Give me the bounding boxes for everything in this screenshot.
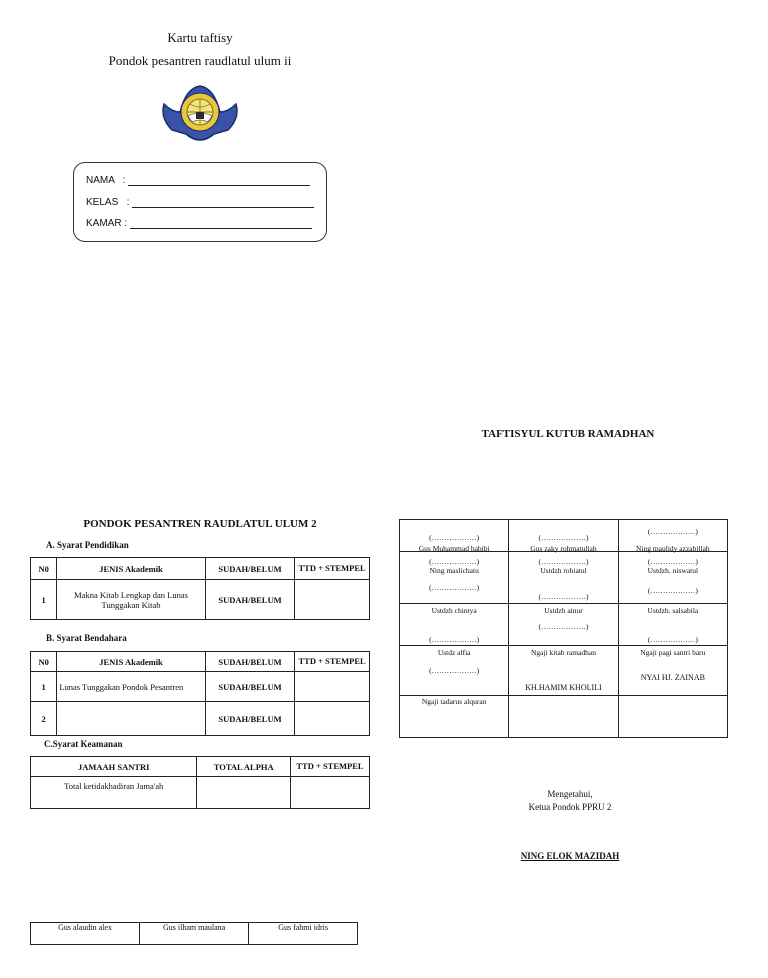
- kamar-field[interactable]: [130, 218, 312, 229]
- nama-row: [86, 175, 310, 186]
- dots-placeholder: (………………): [429, 666, 480, 675]
- dots-placeholder: (………………): [538, 557, 589, 566]
- row-jenis: [57, 702, 205, 736]
- grid-signer: NYAI HJ. ZAINAB: [640, 673, 705, 682]
- dots-placeholder: (………………): [538, 622, 589, 631]
- grid-cell[interactable]: [509, 604, 618, 646]
- grid-cell[interactable]: [618, 552, 727, 604]
- col-ttd: TTD + STEMPEL: [290, 757, 369, 777]
- row-no: 2: [31, 702, 57, 736]
- grid-cell[interactable]: [618, 604, 727, 646]
- row-jenis: Lunas Tunggakan Pondok Pesantren: [57, 672, 205, 702]
- row-status[interactable]: SUDAH/BELUM: [205, 580, 294, 620]
- name-cell: Gus ilham maulana: [140, 923, 249, 945]
- table-row: [31, 702, 370, 736]
- col-status: SUDAH/BELUM: [205, 558, 294, 580]
- table-row: [31, 672, 370, 702]
- card-subtitle: Pondok pesantren raudlatul ulum ii: [108, 53, 292, 68]
- grid-name: Ustdzh robiatul: [540, 566, 587, 575]
- signature-grid: [399, 519, 728, 738]
- row-alpha[interactable]: [197, 777, 291, 809]
- grid-name: Ustdz alfia: [437, 648, 471, 657]
- grid-name: Ustdzh. niswatul: [647, 566, 699, 575]
- grid-cell[interactable]: [509, 696, 618, 738]
- grid-cell[interactable]: [618, 696, 727, 738]
- taftisyul-title: TAFTISYUL KUTUB RAMADHAN: [481, 428, 655, 440]
- section-c-table: [30, 756, 370, 809]
- dots-placeholder: (………………): [429, 557, 480, 566]
- dots-placeholder: (………………): [647, 586, 698, 595]
- grid-cell[interactable]: [509, 646, 618, 696]
- dots-placeholder: (………………): [647, 527, 698, 536]
- grid-name: Ustdzh chintya: [431, 606, 477, 615]
- grid-cell[interactable]: [509, 552, 618, 604]
- nama-field[interactable]: [128, 175, 310, 186]
- signer-name: NING ELOK MAZIDAH: [520, 851, 620, 861]
- section-a-table: [30, 557, 370, 620]
- col-jamaah: JAMAAH SANTRI: [31, 757, 197, 777]
- dots-placeholder: (………………): [538, 533, 589, 542]
- col-ttd: TTD + STEMPEL: [295, 652, 370, 672]
- kamar-label: KAMAR :: [86, 218, 130, 229]
- row-status[interactable]: SUDAH/BELUM: [205, 702, 294, 736]
- kamar-row: [86, 218, 312, 229]
- grid-name: Ngaji tadarus alquran: [421, 697, 487, 706]
- pesantren-logo-icon: [158, 82, 242, 148]
- col-ttd: TTD + STEMPEL: [295, 558, 370, 580]
- row-no: 1: [31, 580, 57, 620]
- row-ttd[interactable]: [290, 777, 369, 809]
- grid-name: Ustdzh. salsabila: [647, 606, 699, 615]
- col-status: SUDAH/BELUM: [205, 652, 294, 672]
- dots-placeholder: (………………): [538, 592, 589, 601]
- identity-box: [73, 162, 327, 242]
- grid-name: Ustdzh ainur: [544, 606, 583, 615]
- table-row: [31, 580, 370, 620]
- col-jenis: JENIS Akademik: [57, 558, 205, 580]
- grid-name: Ning maulidy azzabillah: [635, 544, 710, 553]
- grid-cell[interactable]: [400, 696, 509, 738]
- grid-name: Ngaji pagi santri baru: [640, 648, 706, 657]
- nama-label: NAMA :: [86, 175, 129, 186]
- col-jenis: JENIS Akademik: [57, 652, 205, 672]
- section-b-table: [30, 651, 370, 736]
- grid-signer: KH.HAMIM KHOLILI: [525, 683, 602, 692]
- card-title: Kartu taftisy: [167, 30, 233, 45]
- dots-placeholder: (………………): [429, 533, 480, 542]
- pondok-heading: PONDOK PESANTREN RAUDLATUL ULUM 2: [83, 518, 317, 530]
- row-ttd[interactable]: [295, 702, 370, 736]
- table-row: [31, 777, 370, 809]
- kelas-label: KELAS :: [86, 197, 133, 208]
- bottom-names-table: [30, 922, 358, 945]
- row-ttd[interactable]: [295, 672, 370, 702]
- section-c-title: C.Syarat Keamanan: [44, 739, 123, 749]
- row-ttd[interactable]: [295, 580, 370, 620]
- grid-name: Gus Muhammad habibi: [418, 544, 490, 553]
- name-cell: Gus alaudin alex: [31, 923, 140, 945]
- col-no: N0: [31, 652, 57, 672]
- kelas-row: [86, 197, 314, 208]
- grid-cell[interactable]: [400, 604, 509, 646]
- grid-cell[interactable]: [400, 646, 509, 696]
- row-jenis: Makna Kitab Lengkap dan Lunas Tunggakan Kitab: [57, 580, 205, 620]
- ketua-label: Ketua Pondok PPRU 2: [528, 802, 612, 812]
- dots-placeholder: (………………): [429, 583, 480, 592]
- grid-cell[interactable]: [400, 520, 509, 552]
- section-a-title: A. Syarat Pendidikan: [46, 540, 129, 550]
- dots-placeholder: (………………): [647, 557, 698, 566]
- grid-name: Gus zaky rohmatullah: [530, 544, 597, 553]
- section-b-title: B. Syarat Bendahara: [46, 633, 127, 643]
- grid-name: Ning maslichatu: [429, 566, 479, 575]
- kelas-field[interactable]: [132, 197, 314, 208]
- row-jamaah: Total ketidakhadiran Jama'ah: [31, 777, 197, 809]
- grid-cell[interactable]: [509, 520, 618, 552]
- dots-placeholder: (………………): [429, 635, 480, 644]
- grid-cell[interactable]: [618, 520, 727, 552]
- grid-cell[interactable]: [618, 646, 727, 696]
- grid-name: Ngaji kitab ramadhan: [531, 648, 596, 657]
- row-status[interactable]: SUDAH/BELUM: [205, 672, 294, 702]
- col-alpha: TOTAL ALPHA: [197, 757, 291, 777]
- col-no: N0: [31, 558, 57, 580]
- mengetahui-label: Mengetahui,: [547, 789, 593, 799]
- name-cell: Gus fahmi idris: [249, 923, 358, 945]
- dots-placeholder: (………………): [647, 635, 698, 644]
- grid-cell[interactable]: [400, 552, 509, 604]
- row-no: 1: [31, 672, 57, 702]
